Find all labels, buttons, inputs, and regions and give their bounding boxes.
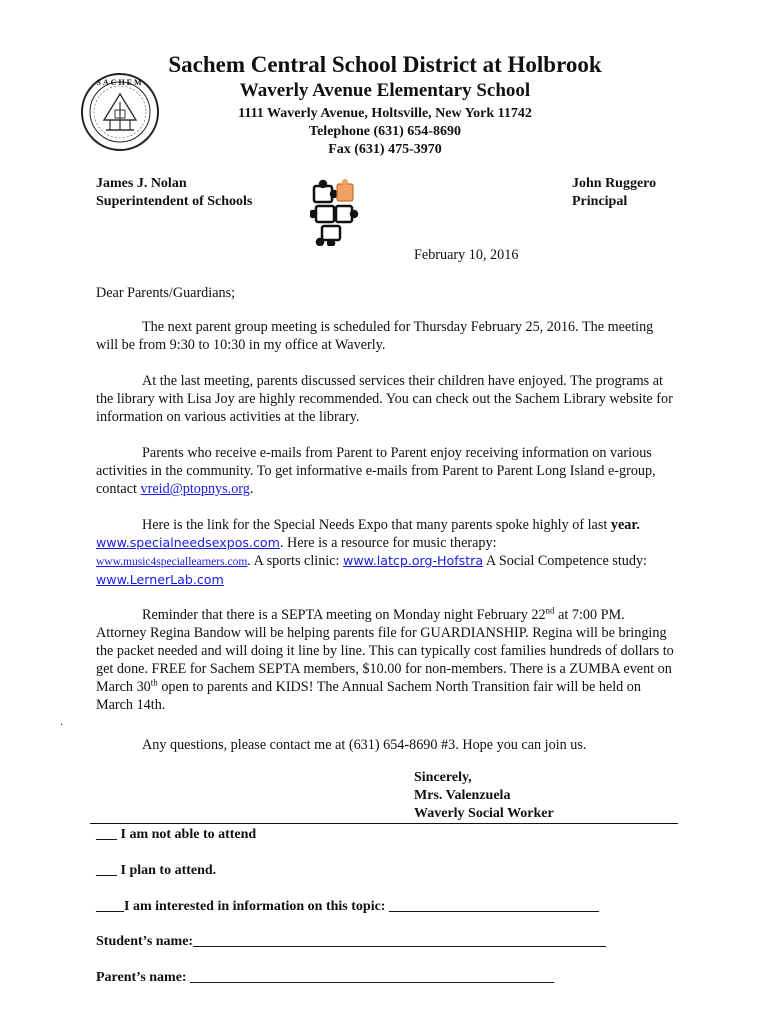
p3-text: Parents who receive e-mails from Parent to Parent enjoy receiving information on various activities in the community. To get informative e-mails from Parent to Parent Long Island e-group, contact — [96, 445, 656, 497]
interested-topic-field[interactable]: ____I am interested in information on this topic: ______________________________ — [96, 899, 599, 914]
p5-sup-th: th — [150, 677, 158, 688]
p5-sup-nd: nd — [545, 605, 555, 616]
p4-social-text: A Social Competence study: — [483, 553, 647, 569]
school-telephone: Telephone (631) 654-8690 — [309, 124, 461, 139]
closing-sincerely: Sincerely, — [414, 770, 472, 785]
district-name: Sachem Central School District at Holbrook — [168, 52, 602, 77]
paragraph-resources — [96, 516, 676, 589]
paragraph-meeting: The next parent group meeting is scheduled for Thursday February 25, 2016. The meeting will be from 9:30 to 10:30 in my office at Waverly. — [96, 319, 654, 353]
seal-label: SACHEM — [96, 78, 144, 87]
divider — [90, 823, 678, 824]
school-fax: Fax (631) 475-3970 — [328, 142, 442, 157]
school-name: Waverly Avenue Elementary School — [239, 80, 531, 101]
lerner-lab-link[interactable]: www.LernerLab.com — [96, 572, 224, 587]
superintendent-name: James J. Nolan — [96, 176, 187, 191]
p4-intro: Here is the link for the Special Needs Expo that many parents spoke highly of last — [142, 517, 611, 533]
salutation: Dear Parents/Guardians; — [96, 285, 236, 301]
paragraph-parent-to-parent — [96, 444, 656, 498]
p5-b: at 7:00 PM. Attorney Regina Bandow will be helping parents file for GUARDIANSHIP. Regina will be bringing the packet needed and will doing it line by line. This can typically cost families hundreds of dollars to get done. FREE for Sachem SEPTA members, $10.00 for non-members. There is a ZUMBA event on March 30 — [96, 607, 674, 695]
stray-mark: . — [60, 714, 63, 728]
p5-a: Reminder that there is a SEPTA meeting on Monday night February 22 — [142, 607, 546, 623]
option-not-attend[interactable]: ___ I am not able to attend — [96, 827, 257, 842]
principal-name: John Ruggero — [572, 176, 657, 191]
p4-year: year. — [610, 517, 640, 533]
puzzle-logo-icon — [310, 176, 360, 246]
p5-c: open to parents and KIDS! The Annual Sachem North Transition fair will be held on March 14th. — [96, 679, 641, 713]
letter-date: February 10, 2016 — [414, 247, 519, 263]
paragraph-septa — [96, 606, 676, 714]
p4-sports-text: . A sports clinic: — [247, 553, 344, 569]
contact-email-link[interactable]: vreid@ptopnys.org — [140, 481, 250, 497]
p3-end: . — [249, 481, 254, 497]
sports-clinic-link[interactable]: www.latcp.org-Hofstra — [343, 553, 484, 568]
school-address: 1111 Waverly Avenue, Holtsville, New York 11742 — [238, 106, 532, 121]
paragraph-questions: Any questions, please contact me at (631) 654-8690 #3. Hope you can join us. — [142, 737, 587, 753]
closing-name: Mrs. Valenzuela — [414, 788, 511, 803]
student-name-field[interactable]: Student’s name:___________________________________________________________ — [96, 934, 607, 949]
p4-music-text: . Here is a resource for music therapy: — [279, 535, 497, 551]
principal-title: Principal — [572, 194, 628, 209]
option-plan-attend[interactable]: ___ I plan to attend. — [96, 863, 217, 878]
parent-name-field[interactable]: Parent’s name: ____________________________________________________ — [96, 970, 555, 985]
paragraph-library: At the last meeting, parents discussed services their children have enjoyed. The programs at the library with Lisa Joy are highly recommended. You can check out the Sachem Library website for information on various activities at the library. — [96, 373, 673, 425]
closing-title: Waverly Social Worker — [414, 806, 554, 821]
superintendent-title: Superintendent of Schools — [96, 194, 253, 209]
music-therapy-link[interactable]: www.music4speciallearners.com — [96, 556, 248, 568]
expo-link[interactable]: www.specialneedsexpos.com — [96, 535, 280, 550]
